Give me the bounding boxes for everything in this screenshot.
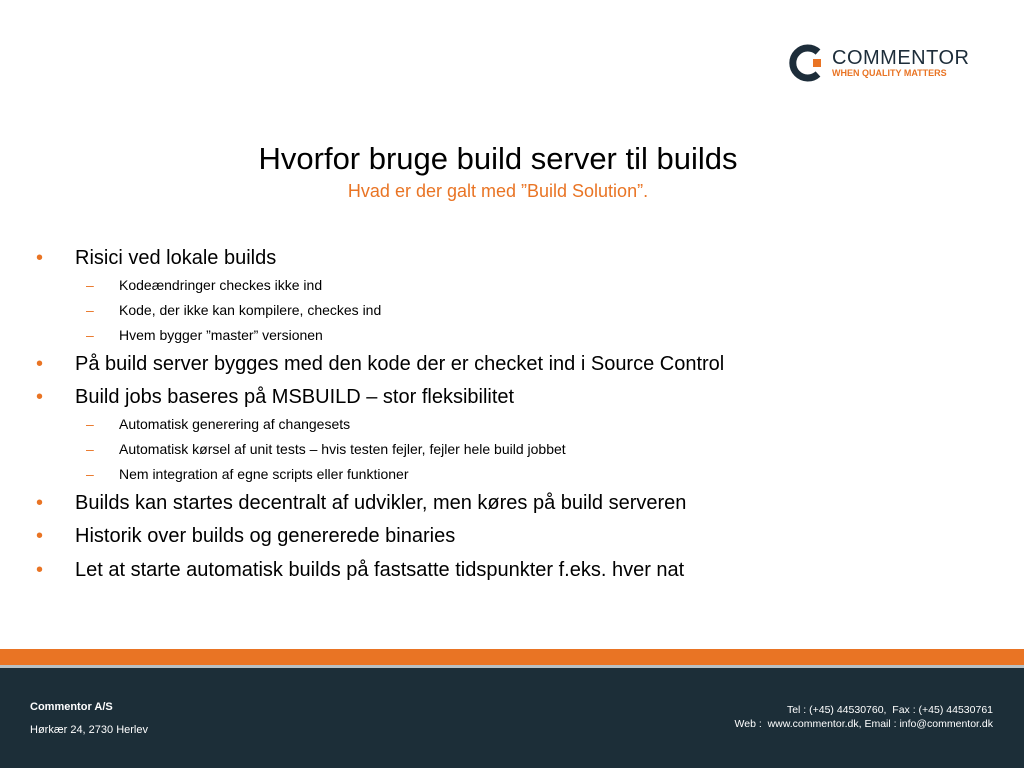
sub-bullet-text: Automatisk generering af changesets	[119, 416, 351, 432]
bullet-text: Risici ved lokale builds	[75, 247, 277, 269]
bullet-mark: •	[36, 559, 44, 581]
slide-subtitle: Hvad er der galt med ”Build Solution”.	[347, 181, 649, 201]
bullet-mark: •	[36, 492, 44, 514]
dash-mark: –	[86, 416, 94, 432]
footer-web-email: Web : www.commentor.dk, Email : info@commentor.dk	[734, 718, 993, 730]
bullet-text: Historik over builds og genererede binaries	[75, 525, 456, 547]
slide-title: Hvorfor bruge build server til builds	[258, 141, 738, 176]
dash-mark: –	[86, 302, 94, 318]
sub-bullet-text: Hvem bygger ”master” versionen	[119, 327, 323, 343]
bullet-text: På build server bygges med den kode der er checket ind i Source Control	[75, 353, 725, 375]
bullet-mark: •	[36, 353, 44, 375]
bullet-text: Build jobs baseres på MSBUILD – stor fleksibilitet	[75, 386, 515, 408]
bullet-text: Builds kan startes decentralt af udvikler, men køres på build serveren	[75, 492, 687, 514]
sub-bullet-text: Kodeændringer checkes ikke ind	[119, 277, 323, 293]
bullet-mark: •	[36, 247, 44, 269]
sub-bullet-text: Nem integration af egne scripts eller funktioner	[119, 466, 409, 482]
sub-bullet-text: Kode, der ikke kan kompilere, checkes ind	[119, 302, 382, 318]
dash-mark: –	[86, 441, 94, 457]
footer	[0, 668, 1024, 768]
footer-address: Hørkær 24, 2730 Herlev	[30, 724, 148, 736]
footer-company: Commentor A/S	[30, 701, 113, 713]
bullet-text: Let at starte automatisk builds på fastsatte tidspunkter f.eks. hver nat	[75, 559, 685, 581]
orange-stripe	[0, 649, 1024, 665]
dash-mark: –	[86, 277, 94, 293]
sub-bullet-text: Automatisk kørsel af unit tests – hvis testen fejler, fejler hele build jobbet	[119, 441, 566, 457]
footer-phone-fax: Tel : (+45) 44530760, Fax : (+45) 44530761	[786, 704, 993, 716]
logo-tagline: WHEN QUALITY MATTERS	[832, 68, 947, 78]
commentor-logo	[788, 44, 978, 84]
logo-name: COMMENTOR	[832, 47, 970, 69]
commentor-c-icon	[788, 44, 824, 82]
dash-mark: –	[86, 466, 94, 482]
bullet-mark: •	[36, 525, 44, 547]
bullet-mark: •	[36, 386, 44, 408]
dash-mark: –	[86, 327, 94, 343]
